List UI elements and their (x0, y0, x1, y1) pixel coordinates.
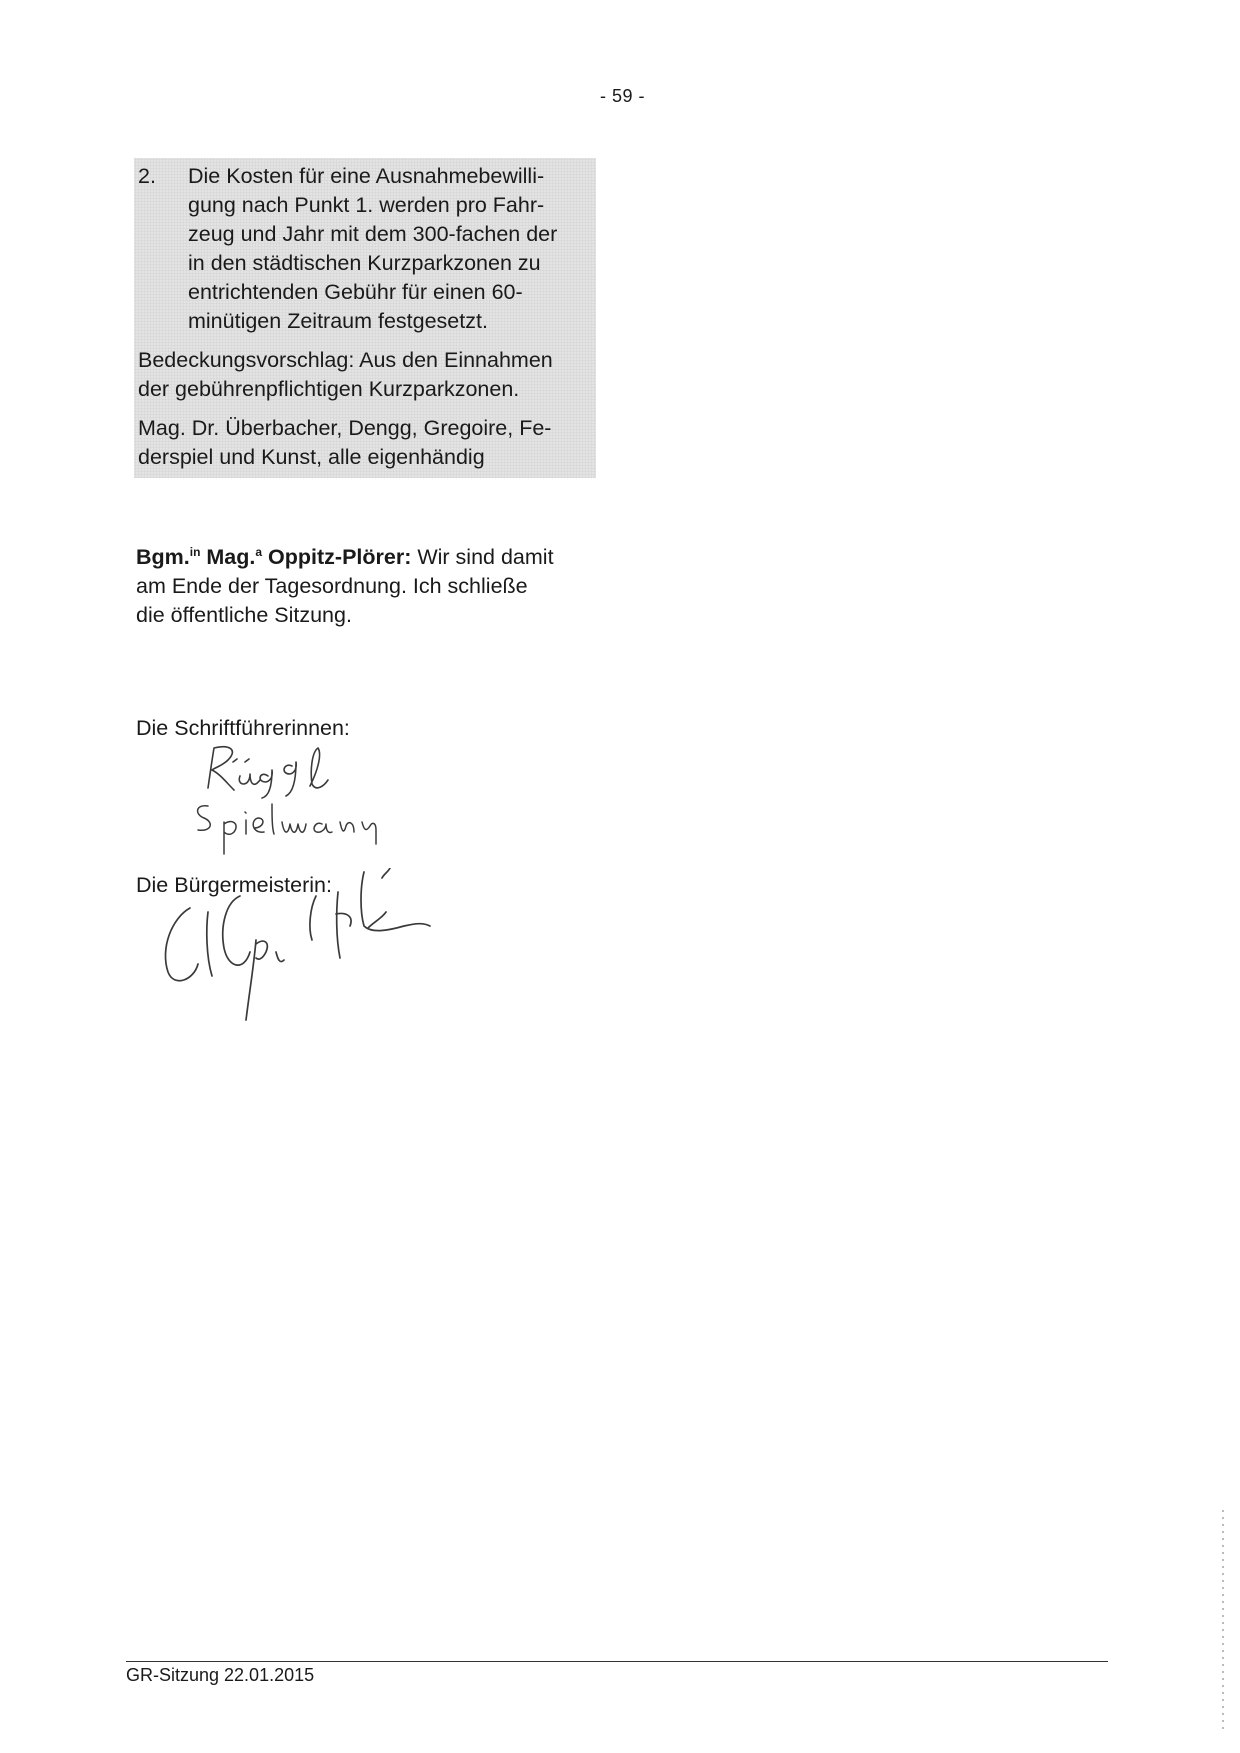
item-number: 2. (138, 164, 156, 188)
speaker-title: Mag. (200, 545, 256, 569)
footer-rule (126, 1661, 1108, 1662)
item-text-line: zeug und Jahr mit dem 300-fachen der (188, 222, 558, 246)
mayor-label: Die Bürgermeisterin: (136, 873, 332, 897)
speaker-title-sup: a (255, 544, 263, 559)
signature-ruggl (200, 740, 370, 800)
item-text-line: in den städtischen Kurzparkzonen zu (188, 251, 541, 275)
item-text-line: minütigen Zeitraum festgesetzt. (188, 309, 488, 333)
secretaries-label: Die Schriftführerinnen: (136, 716, 350, 740)
coverage-proposal (134, 342, 596, 410)
coverage-line: der gebührenpflichtigen Kurzparkzonen. (138, 377, 520, 401)
item-text-line: entrichtenden Gebühr für einen 60- (188, 280, 523, 304)
mayor-closing-statement (136, 543, 606, 630)
motion-signatories (134, 410, 596, 478)
speaker-label (136, 545, 411, 569)
signature-mayor (160, 868, 450, 1028)
footer-session: GR-Sitzung 22.01.2015 (126, 1665, 315, 1685)
signatories-line: Mag. Dr. Überbacher, Dengg, Gregoire, Fe- (138, 416, 552, 440)
motion-item (134, 158, 596, 342)
speaker-prefix-sup: in (189, 544, 201, 559)
coverage-line: Bedeckungsvorschlag: Aus den Einnahmen (138, 348, 553, 372)
speaker-prefix: Bgm. (136, 545, 190, 569)
motion-box (134, 158, 596, 478)
item-text-line: Die Kosten für eine Ausnahmebewilli- (188, 164, 545, 188)
item-text-line: gung nach Punkt 1. werden pro Fahr- (188, 193, 545, 217)
scan-edge-marks (1222, 1510, 1224, 1730)
speech-line (136, 543, 606, 572)
speaker-name: Oppitz-Plörer: (262, 545, 412, 569)
speech-line: am Ende der Tagesordnung. Ich schließe (136, 574, 528, 598)
signatories-line: derspiel und Kunst, alle eigenhändig (138, 445, 485, 469)
signature-spielmann (190, 800, 420, 856)
page-number: - 59 - (600, 86, 646, 106)
speech-line: die öffentliche Sitzung. (136, 603, 352, 627)
speech-text: Wir sind damit (411, 545, 554, 569)
